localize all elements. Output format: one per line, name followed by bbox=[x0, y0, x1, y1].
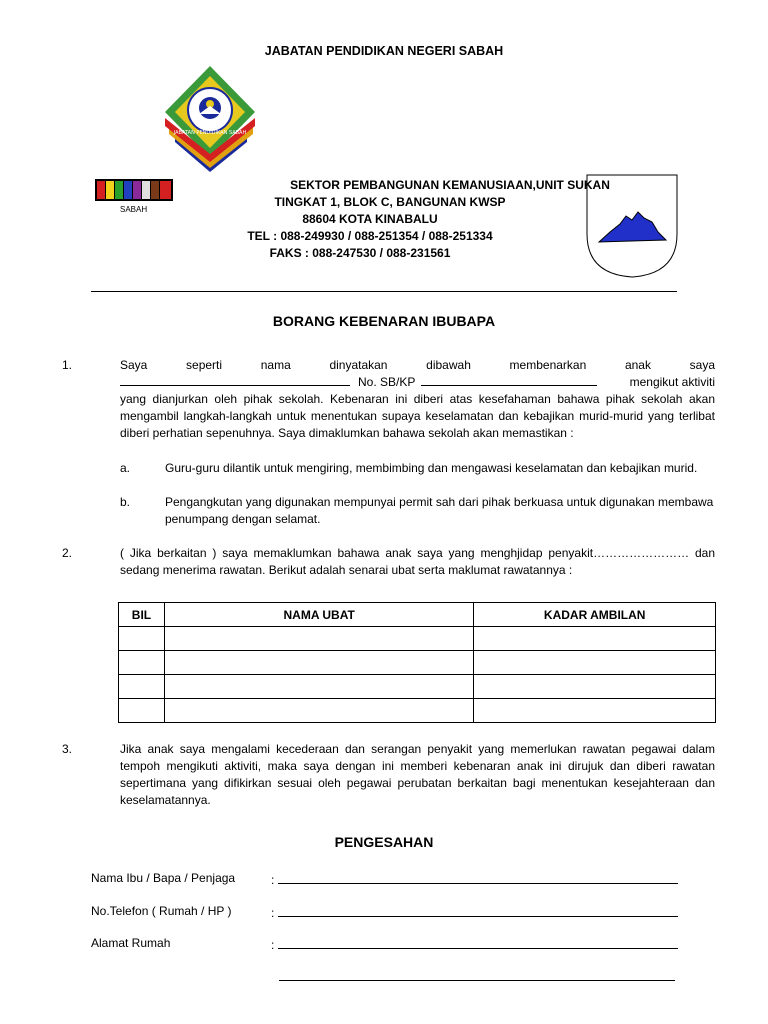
sector-title: SEKTOR PEMBANGUNAN KEMANUSIAAN,UNIT SUKAN bbox=[290, 178, 610, 192]
address-field[interactable] bbox=[271, 936, 678, 952]
table-row bbox=[119, 627, 716, 651]
address-line-1: TINGKAT 1, BLOK C, BANGUNAN KWSP bbox=[274, 195, 506, 209]
table-cell[interactable] bbox=[164, 627, 473, 651]
sb-kp-blank[interactable] bbox=[421, 374, 597, 386]
section-3-body: Jika anak saya mengalami kecederaan dan serangan penyakit yang memerlukan rawatan pegawai dalam tempoh mengikuti aktiviti, maka saya dengan ini memberi kebenaran anak ini dirujuk dan diberi rawatan sepertimana yang difikirkan sesuai oleh pegawai perubatan berkaitan bagi menentukan kesejahteraan dan keselamatannya. bbox=[120, 742, 715, 807]
table-row bbox=[119, 699, 716, 723]
item-a-text: Guru-guru dilantik untuk mengiring, membimbing dan mengawasi keselamatan dan kebajikan murid. bbox=[165, 461, 698, 475]
medication-table bbox=[118, 602, 716, 723]
phone-label: No.Telefon ( Rumah / HP ) bbox=[91, 904, 232, 918]
col-nama-ubat: NAMA UBAT bbox=[164, 603, 473, 627]
pengesahan-title: PENGESAHAN bbox=[334, 834, 434, 850]
department-title: JABATAN PENDIDIKAN NEGERI SABAH bbox=[264, 44, 504, 58]
section-1-line-1: Saya seperti nama dinyatakan dibawah membenarkan anak saya bbox=[120, 358, 715, 372]
table-cell[interactable] bbox=[474, 627, 716, 651]
table-cell[interactable] bbox=[119, 627, 165, 651]
table-cell[interactable] bbox=[119, 699, 165, 723]
logo-text: JABATAN PENDIDIKAN SABAH bbox=[173, 130, 247, 136]
form-title: BORANG KEBENARAN IBUBAPA bbox=[272, 313, 496, 329]
sabah-flag-icon bbox=[95, 179, 173, 201]
col-kadar-ambilan: KADAR AMBILAN bbox=[474, 603, 716, 627]
section-2-line-1: ( Jika berkaitan ) saya memaklumkan bahawa anak saya yang menghjidap penyakit…………………… dan bbox=[120, 546, 715, 560]
item-b-text: Pengangkutan yang digunakan mempunyai permit sah dari pihak berkuasa untuk digunakan membawa penumpang dengan selamat. bbox=[165, 495, 714, 526]
table-cell[interactable] bbox=[474, 651, 716, 675]
table-header-row bbox=[119, 603, 716, 627]
colon: : bbox=[271, 938, 275, 952]
table-cell[interactable] bbox=[119, 675, 165, 699]
phone-field[interactable] bbox=[271, 904, 678, 920]
table-row bbox=[119, 675, 716, 699]
table-cell[interactable] bbox=[164, 699, 473, 723]
section-1-line-2 bbox=[120, 374, 715, 391]
table-row bbox=[119, 651, 716, 675]
table-cell[interactable] bbox=[119, 651, 165, 675]
col-bil: BIL bbox=[119, 603, 165, 627]
table-cell[interactable] bbox=[164, 675, 473, 699]
address-field-line-2[interactable] bbox=[279, 968, 675, 981]
section-1-body: yang dianjurkan oleh pihak sekolah. Kebenaran ini diberi atas kesefahaman bahawa pihak sekolah akan mengambil langkah-langkah untuk menentukan supaya keselamatan dan kebajikan murid-murid yang terlibat diberi perhatian sepenuhnya. Saya dimaklumkan bahawa sekolah akan memastikan : bbox=[120, 392, 715, 440]
education-logo bbox=[155, 64, 265, 174]
telephone-line: TEL : 088-249930 / 088-251354 / 088-251334 bbox=[247, 229, 493, 243]
section-1-number: 1. bbox=[62, 358, 73, 372]
parent-name-label: Nama Ibu / Bapa / Penjaga bbox=[91, 871, 236, 885]
table-cell[interactable] bbox=[164, 651, 473, 675]
section-3-number: 3. bbox=[62, 742, 73, 756]
child-name-blank[interactable] bbox=[120, 374, 350, 386]
sabah-label: SABAH bbox=[120, 205, 148, 214]
address-line-2: 88604 KOTA KINABALU bbox=[302, 212, 438, 226]
header-divider bbox=[91, 291, 677, 292]
fax-line: FAKS : 088-247530 / 088-231561 bbox=[269, 246, 451, 260]
item-a-letter: a. bbox=[120, 461, 131, 475]
colon: : bbox=[271, 906, 275, 920]
address-label: Alamat Rumah bbox=[91, 936, 171, 950]
section-2-number: 2. bbox=[62, 546, 73, 560]
section-2-line-2: sedang menerima rawatan. Berikut adalah senarai ubat serta maklumat rawatannya : bbox=[120, 563, 573, 577]
table-cell[interactable] bbox=[474, 699, 716, 723]
sb-kp-label: No. SB/KP bbox=[358, 375, 416, 389]
parent-name-field[interactable] bbox=[271, 871, 678, 887]
item-b-letter: b. bbox=[120, 495, 131, 509]
after-no-text: mengikut aktiviti bbox=[629, 375, 715, 389]
colon: : bbox=[271, 873, 275, 887]
table-cell[interactable] bbox=[474, 675, 716, 699]
